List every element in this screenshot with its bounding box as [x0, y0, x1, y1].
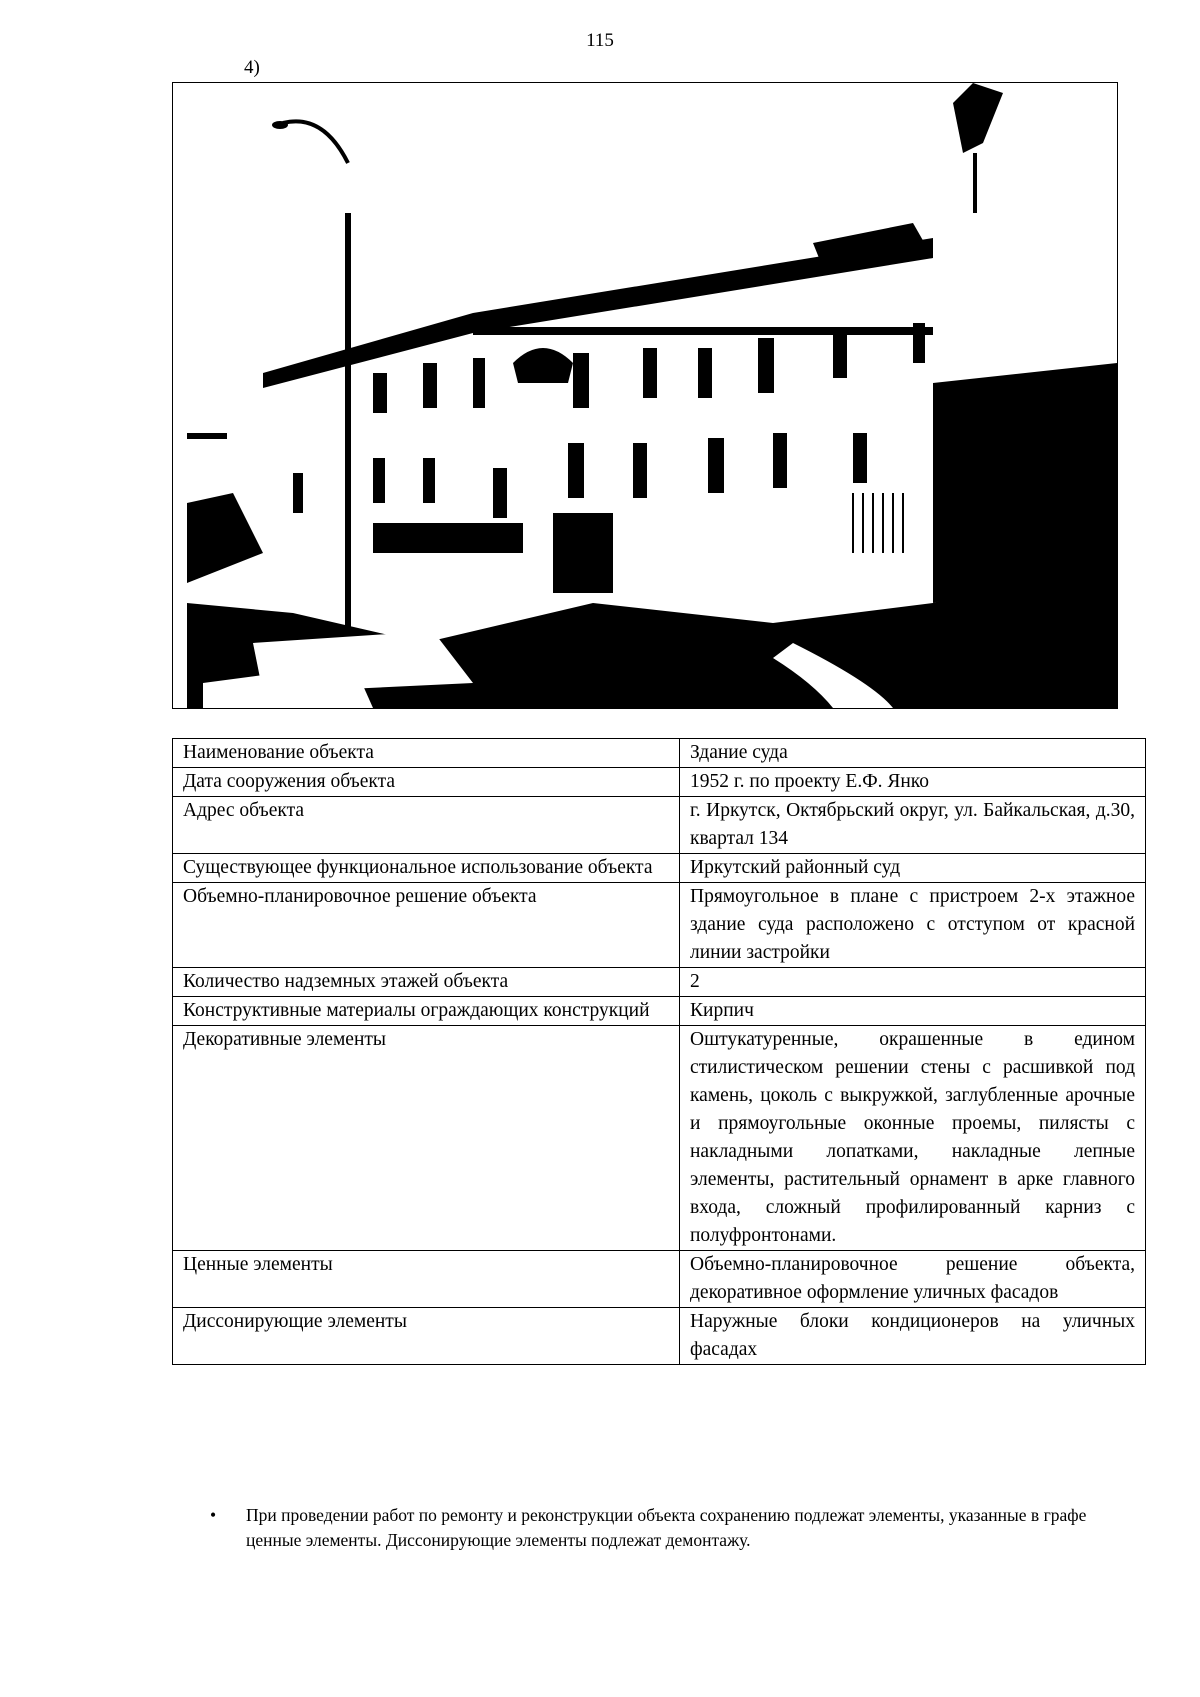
- row-label: Ценные элементы: [173, 1251, 680, 1308]
- row-value: Оштукатуренные, окрашенные в едином стилистическом решении стены с расшивкой под камень, цоколь с выкружкой, заглубленные арочные и прямоугольные оконные проемы, пилясты с накладными лопатками, накладные лепные элементы, растительный орнамент в арке главного входа, сложный профилированный карниз с полуфронтонами.: [680, 1026, 1146, 1251]
- row-label: Наименование объекта: [173, 739, 680, 768]
- row-value: Наружные блоки кондиционеров на уличных фасадах: [680, 1308, 1146, 1365]
- object-info-table: [172, 738, 1146, 1365]
- row-value: Иркутский районный суд: [680, 854, 1146, 883]
- table-row: [173, 1308, 1146, 1365]
- row-value: Объемно-планировочное решение объекта, декоративное оформление уличных фасадов: [680, 1251, 1146, 1308]
- row-label: Количество надземных этажей объекта: [173, 968, 680, 997]
- table-row: [173, 968, 1146, 997]
- building-photo: [172, 82, 1118, 709]
- row-label: Конструктивные материалы ограждающих конструкций: [173, 997, 680, 1026]
- table-row: [173, 1251, 1146, 1308]
- row-value: Здание суда: [680, 739, 1146, 768]
- row-value: 2: [680, 968, 1146, 997]
- table-row: [173, 854, 1146, 883]
- row-label: Дата сооружения объекта: [173, 768, 680, 797]
- page-number: 115: [586, 30, 614, 51]
- row-value: Прямоугольное в плане с пристроем 2-х этажное здание суда расположено с отступом от красной линии застройки: [680, 883, 1146, 968]
- row-label: Диссонирующие элементы: [173, 1308, 680, 1365]
- bullet-icon: •: [210, 1505, 217, 1525]
- table-row: [173, 997, 1146, 1026]
- figure-label: 4): [244, 57, 260, 78]
- row-value: Кирпич: [680, 997, 1146, 1026]
- table-row: [173, 797, 1146, 854]
- row-label: Существующее функциональное использование объекта: [173, 854, 680, 883]
- table-row: [173, 1026, 1146, 1251]
- row-label: Объемно-планировочное решение объекта: [173, 883, 680, 968]
- row-value: г. Иркутск, Октябрьский округ, ул. Байкальская, д.30, квартал 134: [680, 797, 1146, 854]
- table-row: [173, 739, 1146, 768]
- table-row: [173, 768, 1146, 797]
- row-value: 1952 г. по проекту Е.Ф. Янко: [680, 768, 1146, 797]
- table-row: [173, 883, 1146, 968]
- note-text: При проведении работ по ремонту и реконструкции объекта сохранению подлежат элементы, указанные в графе ценные элементы. Диссонирующие элементы подлежат демонтажу.: [246, 1505, 1087, 1550]
- row-label: Адрес объекта: [173, 797, 680, 854]
- row-label: Декоративные элементы: [173, 1026, 680, 1251]
- note-paragraph: [204, 1503, 1104, 1553]
- building-photo-image: [173, 83, 1117, 708]
